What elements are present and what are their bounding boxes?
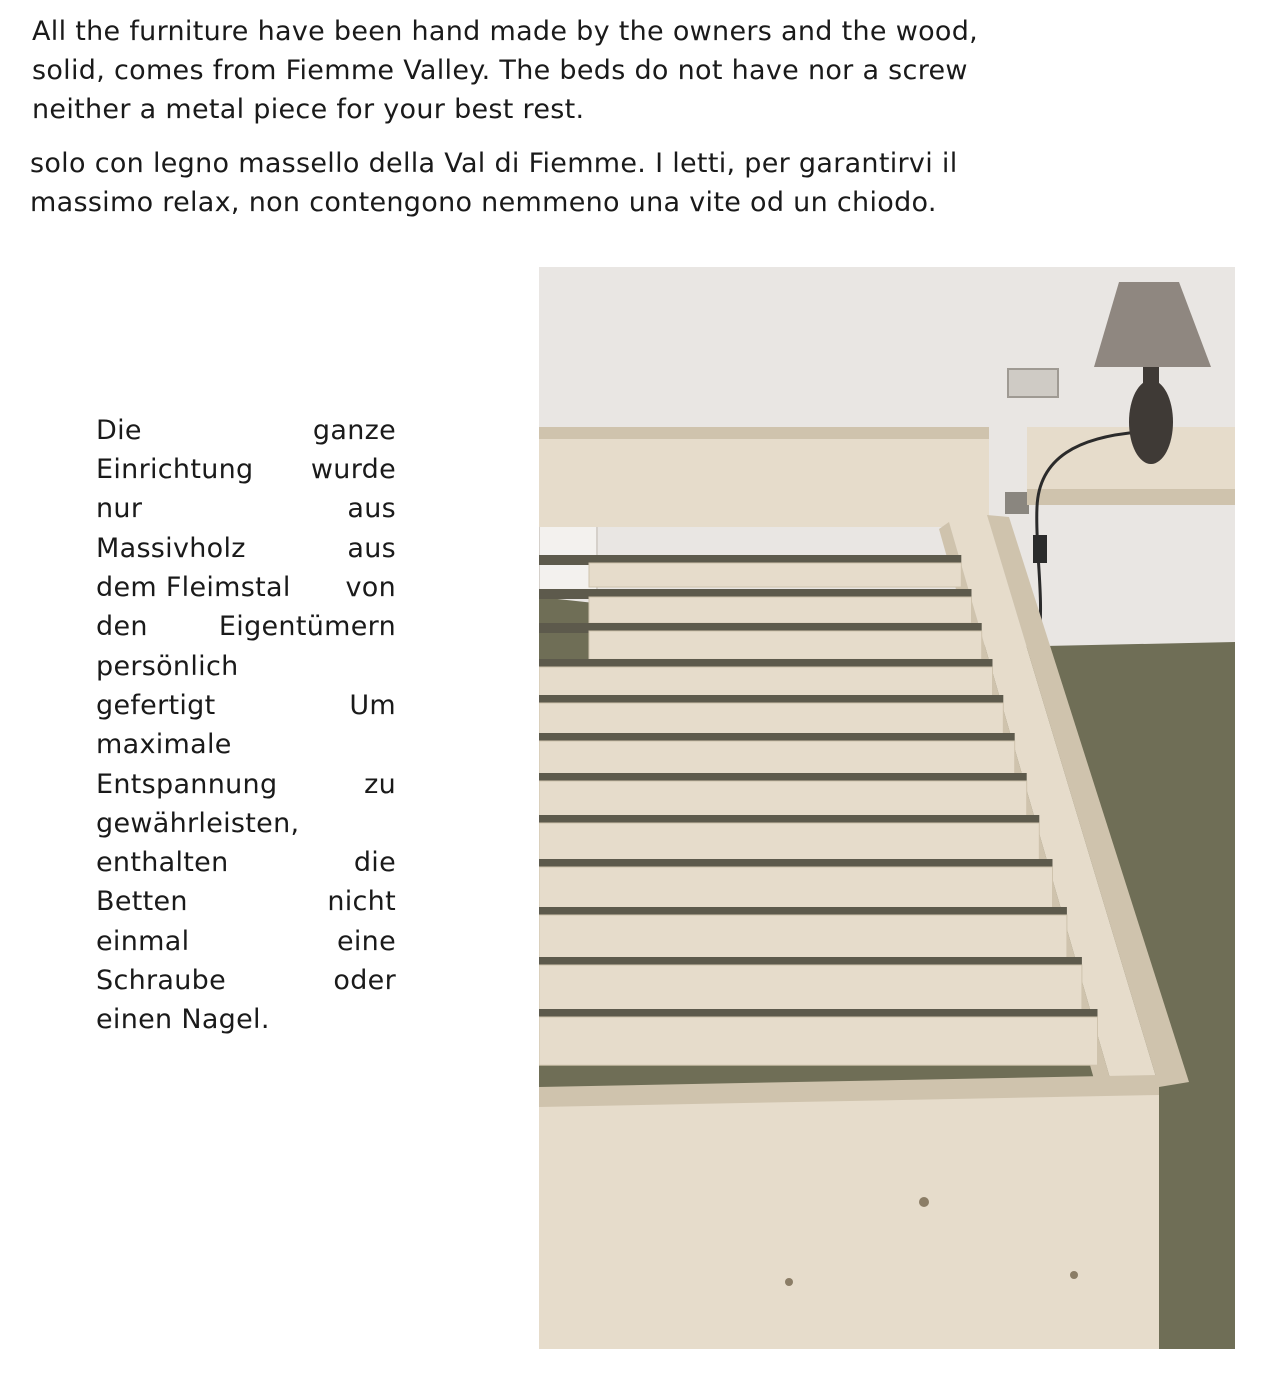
german-word: aus	[347, 493, 396, 524]
german-word: eine	[336, 926, 396, 957]
wood-knot	[785, 1278, 793, 1286]
bed-slat	[539, 667, 993, 698]
german-word: persönlich	[96, 651, 239, 682]
bed-slat	[589, 597, 972, 623]
german-word: enthalten	[96, 847, 229, 878]
german-line	[96, 1000, 396, 1039]
german-word: Betten	[96, 886, 188, 917]
german-word: Einrichtung	[96, 454, 254, 485]
german-word: den	[96, 611, 148, 642]
bed-slat	[539, 703, 1003, 736]
english-paragraph	[32, 12, 978, 129]
english-line: neither a metal piece for your best rest.	[32, 94, 585, 125]
bedside-shelf-edge	[1027, 489, 1235, 505]
german-word: einmal	[96, 926, 190, 957]
german-word: Die	[96, 415, 142, 446]
german-word: wurde	[310, 454, 396, 485]
wood-knot	[919, 1197, 929, 1207]
german-line	[96, 568, 396, 607]
english-line: solid, comes from Fiemme Valley. The beds do not have nor a screw	[32, 55, 968, 86]
footboard	[539, 1087, 1159, 1349]
italian-paragraph	[30, 144, 958, 222]
headboard	[539, 427, 989, 527]
german-line	[96, 647, 396, 686]
german-line	[96, 765, 396, 804]
italian-line: solo con legno massello della Val di Fiemme. I letti, per garantirvi il	[30, 148, 958, 179]
lamp-base	[1129, 380, 1173, 464]
bed-slat	[589, 631, 982, 659]
german-line	[96, 843, 396, 882]
german-word: zu	[364, 769, 396, 800]
german-word: Entspannung	[96, 769, 278, 800]
german-line	[96, 725, 396, 764]
german-line	[96, 804, 396, 843]
wood-knot	[1070, 1271, 1078, 1279]
wall-socket	[1008, 369, 1058, 397]
italian-line: massimo relax, non contengono nemmeno una vite od un chiodo.	[30, 187, 937, 218]
bed-slat	[539, 781, 1027, 818]
german-word: nicht	[327, 886, 396, 917]
german-word: gewährleisten,	[96, 808, 300, 839]
german-word: einen Nagel.	[96, 1004, 270, 1035]
german-word: dem Fleimstal	[96, 572, 291, 603]
bed-slat	[539, 867, 1053, 909]
german-line	[96, 961, 396, 1000]
german-word: Um	[349, 690, 396, 721]
german-line	[96, 686, 396, 725]
german-word: Massivholz	[96, 533, 246, 564]
headboard-top	[539, 427, 989, 439]
german-word: nur	[96, 493, 143, 524]
german-line	[96, 922, 396, 961]
german-word: oder	[333, 965, 396, 996]
german-line	[96, 529, 396, 568]
german-word: Schraube	[96, 965, 227, 996]
cable-plug	[1033, 535, 1047, 563]
german-line	[96, 607, 396, 646]
german-word: von	[345, 572, 396, 603]
bed-slat	[589, 563, 961, 587]
german-line	[96, 882, 396, 921]
bed-slat	[539, 741, 1015, 776]
german-line	[96, 450, 396, 489]
german-word: die	[353, 847, 396, 878]
german-line	[96, 489, 396, 528]
german-word: maximale	[96, 729, 232, 760]
german-word: Eigentümern	[218, 611, 396, 642]
bed-slat	[539, 1017, 1098, 1065]
german-word: ganze	[312, 415, 396, 446]
english-line: All the furniture have been hand made by the owners and the wood,	[32, 16, 979, 47]
german-line	[96, 411, 396, 450]
german-word: aus	[347, 533, 396, 564]
bed-photo	[539, 267, 1235, 1349]
bed-slat	[539, 915, 1067, 959]
bed-slat	[539, 823, 1039, 862]
wall-switch	[1005, 492, 1029, 514]
german-word: gefertigt	[96, 690, 216, 721]
lamp-neck	[1143, 367, 1159, 385]
bed-slat	[539, 965, 1082, 1011]
